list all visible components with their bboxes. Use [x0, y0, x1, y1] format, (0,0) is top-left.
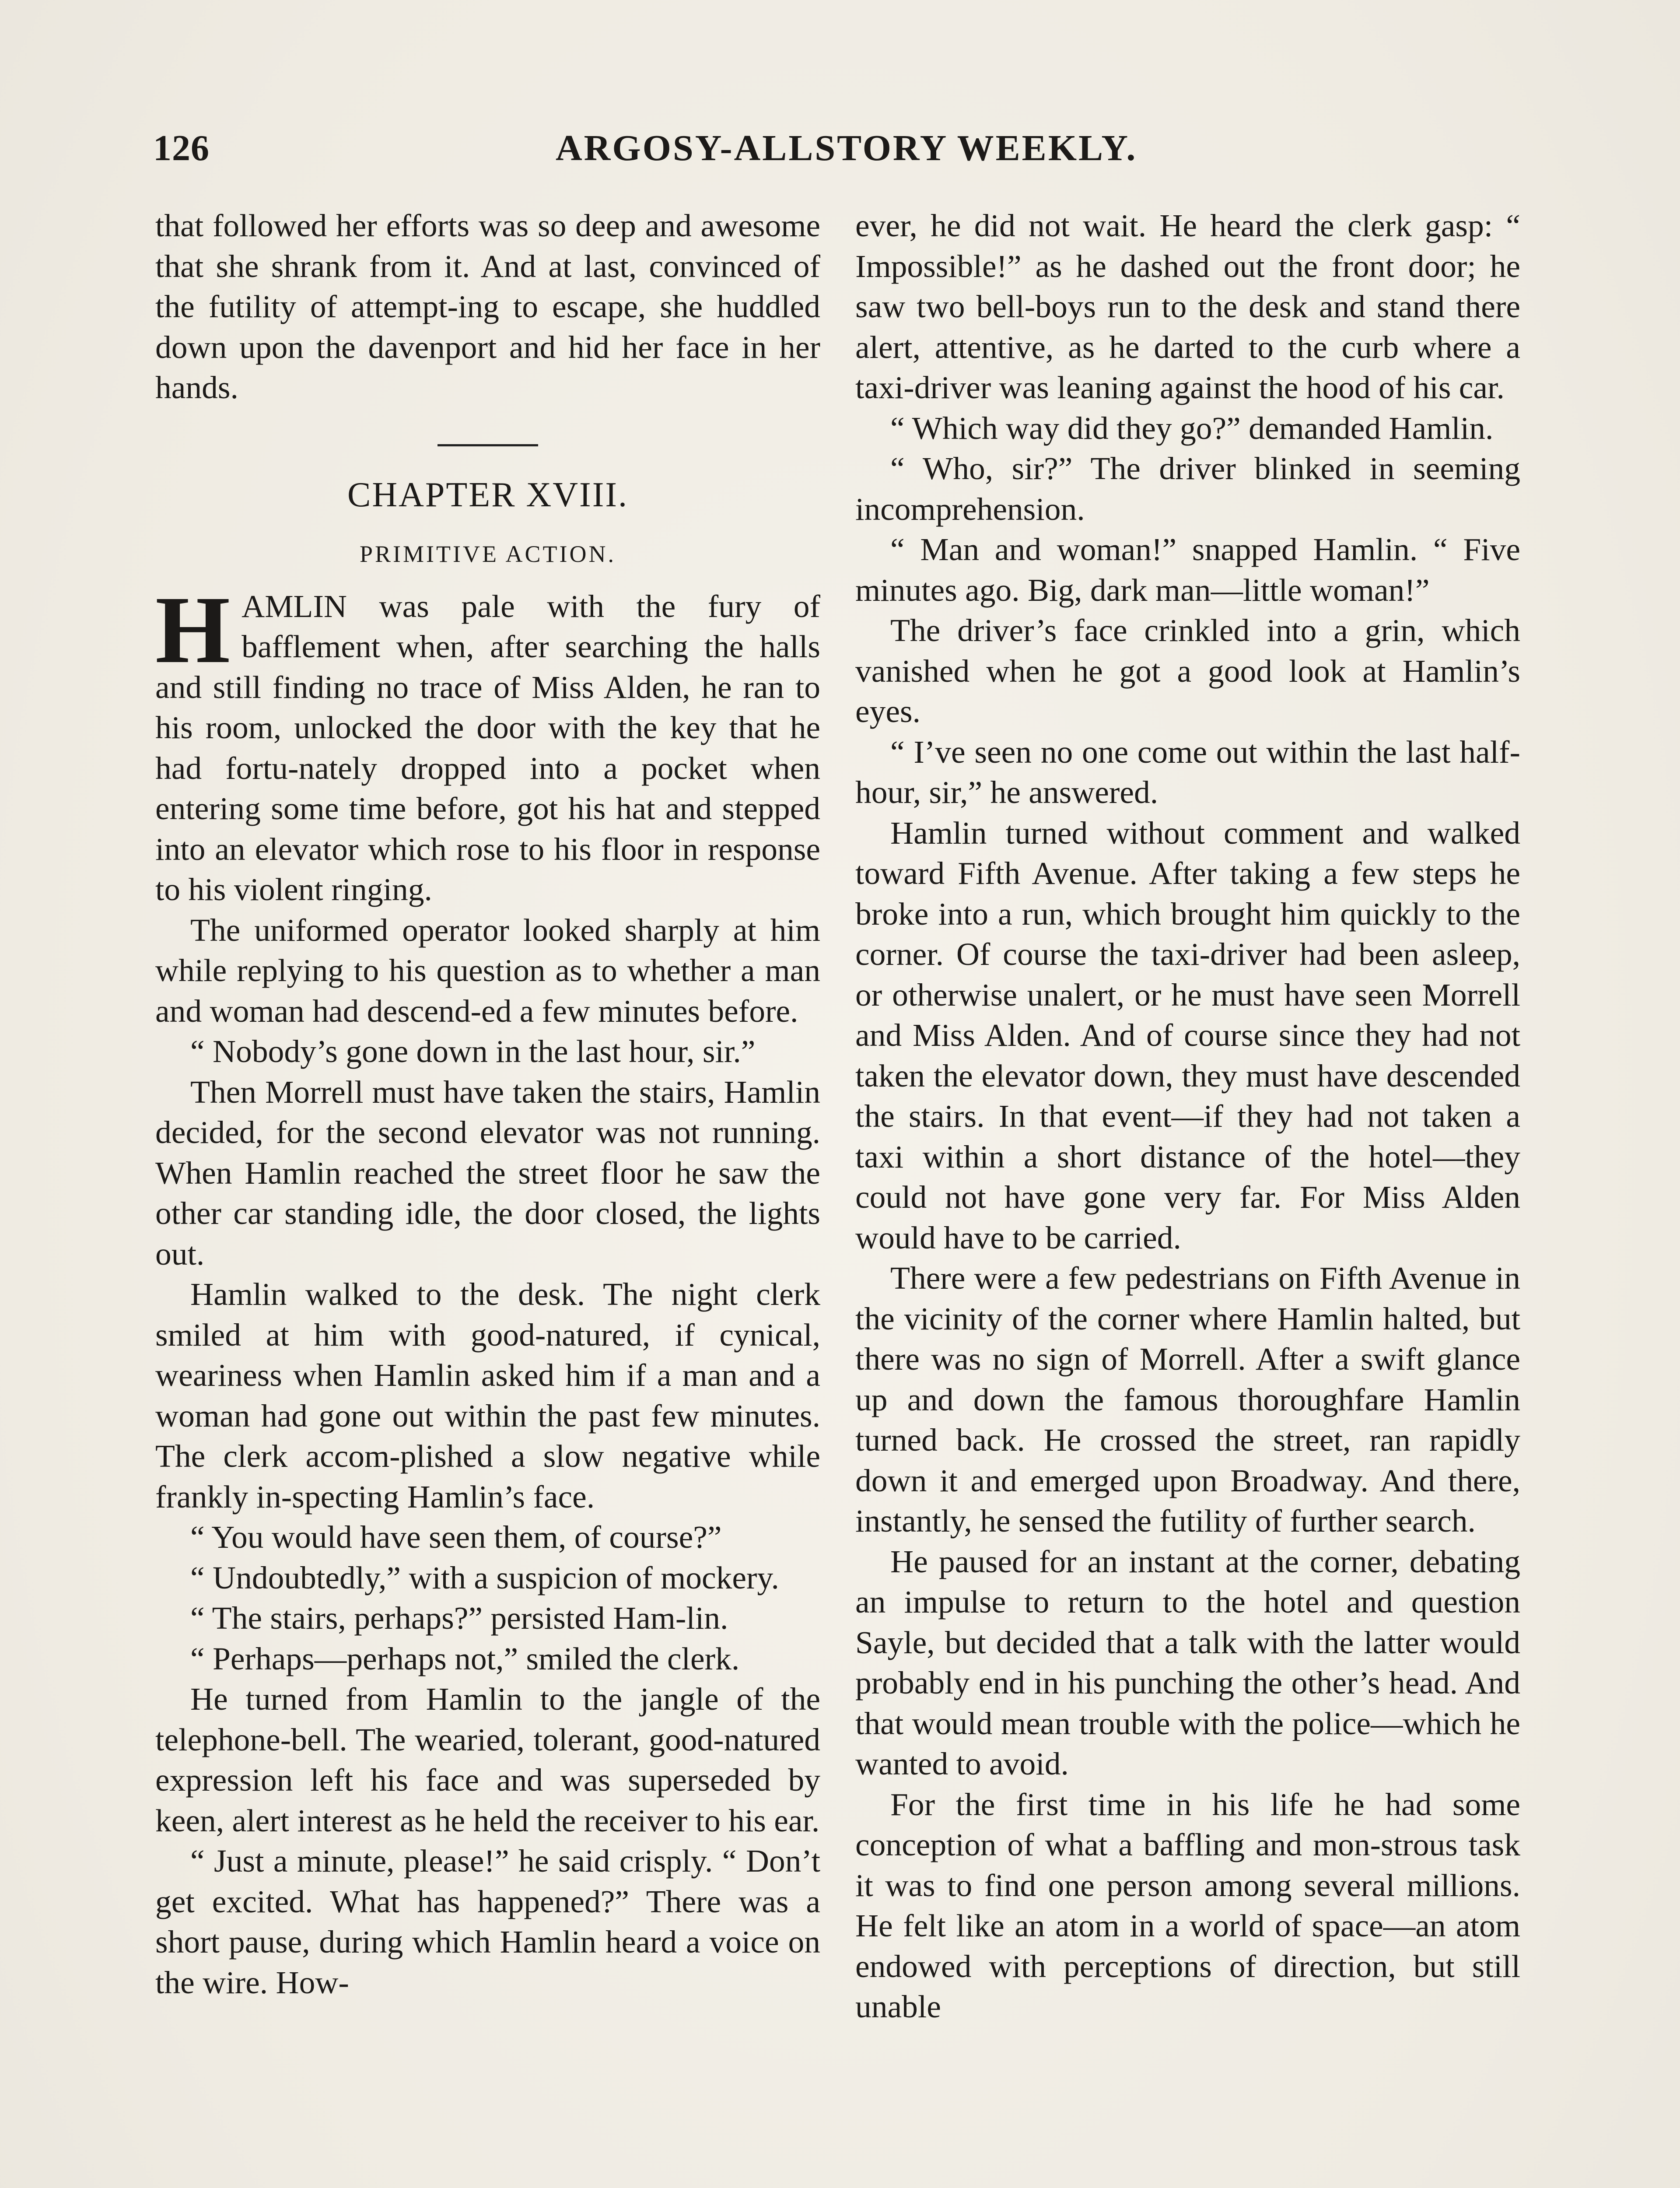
paragraph: “ Man and woman!” snapped Hamlin. “ Five minutes ago. Big, dark man—little woman!”	[855, 532, 1520, 608]
paragraph: He turned from Hamlin to the jangle of the telephone-bell. The wearied, tolerant, good-natured expression left his face and was superseded by keen, alert interest as he held the receiver to his ear.	[155, 1681, 820, 1838]
opening-paragraph: that followed her efforts was so deep and awesome that she shrank from it. And at last, convinced of the futility of attempt-ing to escape, she huddled down upon the davenport and hid her face in her hands.	[155, 208, 820, 405]
left-column	[155, 206, 820, 2003]
chapter-subtitle: PRIMITIVE ACTION.	[360, 540, 616, 567]
section-divider	[438, 444, 538, 446]
paragraph: “ Which way did they go?” demanded Hamlin.	[890, 410, 1494, 446]
paragraph: Hamlin walked to the desk. The night clerk smiled at him with good-natured, if cynical, weariness when Hamlin asked him if a man and a woman had gone out within the past few minutes. The clerk accom-plished a slow negative while frankly in-specting Hamlin’s face.	[155, 1276, 820, 1515]
page-number: 126	[153, 128, 210, 168]
drop-cap: H	[155, 576, 231, 683]
paragraph: “ Perhaps—perhaps not,” smiled the clerk.	[190, 1641, 740, 1676]
paragraph: He paused for an instant at the corner, debating an impulse to return to the hotel and question Sayle, but decided that a talk with the latter would probably end in his punching the other’s head. And that would mean trouble with the police—which he wanted to avoid.	[855, 1543, 1520, 1781]
paragraph: The driver’s face crinkled into a grin, which vanished when he got a good look at Hamlin’s eyes.	[855, 613, 1520, 729]
right-column	[855, 206, 1520, 2027]
paragraph: Then Morrell must have taken the stairs, Hamlin decided, for the second elevator was not running. When Hamlin reached the street floor he saw the other car standing idle, the door closed, the lights out.	[155, 1074, 820, 1272]
paragraph: The uniformed operator looked sharply at him while replying to his question as to whether a man and woman had descend-ed a few minutes before.	[155, 912, 820, 1029]
paragraph: For the first time in his life he had some conception of what a baffling and mon-strous task it was to find one person among several millions. He felt like an atom in a world of space—an atom endowed with perceptions of direction, but still unable	[855, 1786, 1520, 2024]
paragraph: Hamlin turned without comment and walked toward Fifth Avenue. After taking a few steps he broke into a run, which brought him quickly to the corner. Of course the taxi-driver had been asleep, or otherwise unalert, or he must have seen Morrell and Miss Alden. And of course since they had not taken the elevator down, they must have descended the stairs. In that event—if they had not taken a taxi within a short distance of the hotel—they could not have gone very far. For Miss Alden would have to be carried.	[855, 815, 1520, 1255]
paragraph: “ Who, sir?” The driver blinked in seeming incomprehension.	[855, 451, 1520, 527]
paragraph: “ The stairs, perhaps?” persisted Ham-lin.	[190, 1600, 728, 1636]
paragraph: “ Nobody’s gone down in the last hour, sir.”	[190, 1034, 756, 1069]
running-title: ARGOSY-ALLSTORY WEEKLY.	[556, 128, 1138, 168]
page-header	[153, 127, 1529, 179]
paragraph: “ Undoubtedly,” with a suspicion of mockery.	[190, 1560, 779, 1595]
dropcap-paragraph-text: AMLIN was pale with the fury of bafflement when, after searching the halls and still finding no trace of Miss Alden, he ran to his room, unlocked the door with the key that he had fortu-nately dropped into a pocket when entering some time before, got his hat and stepped into an elevator which rose to his floor in response to his violent ringing.	[155, 588, 820, 907]
chapter-title: CHAPTER XVIII.	[347, 475, 628, 514]
paragraph: “ I’ve seen no one come out within the last half-hour, sir,” he answered.	[855, 734, 1520, 810]
paragraph: There were a few pedestrians on Fifth Avenue in the vicinity of the corner where Hamlin halted, but there was no sign of Morrell. After a swift glance up and down the famous thoroughfare Hamlin turned back. He crossed the street, ran rapidly down it and emerged upon Broadway. And there, instantly, he sensed the futility of further search.	[855, 1260, 1520, 1539]
paragraph: “ You would have seen them, of course?”	[190, 1519, 722, 1555]
continuation-paragraph: ever, he did not wait. He heard the clerk gasp: “ Impossible!” as he dashed out the front door; he saw two bell-boys run to the desk and stand there alert, attentive, as he darted to the curb where a taxi-driver was leaning against the hood of his car.	[855, 208, 1520, 405]
dropcap-paragraph	[155, 576, 820, 910]
paragraph: “ Just a minute, please!” he said crisply. “ Don’t get excited. What has happened?” There was a short pause, during which Hamlin heard a voice on the wire. How-	[155, 1843, 820, 2000]
